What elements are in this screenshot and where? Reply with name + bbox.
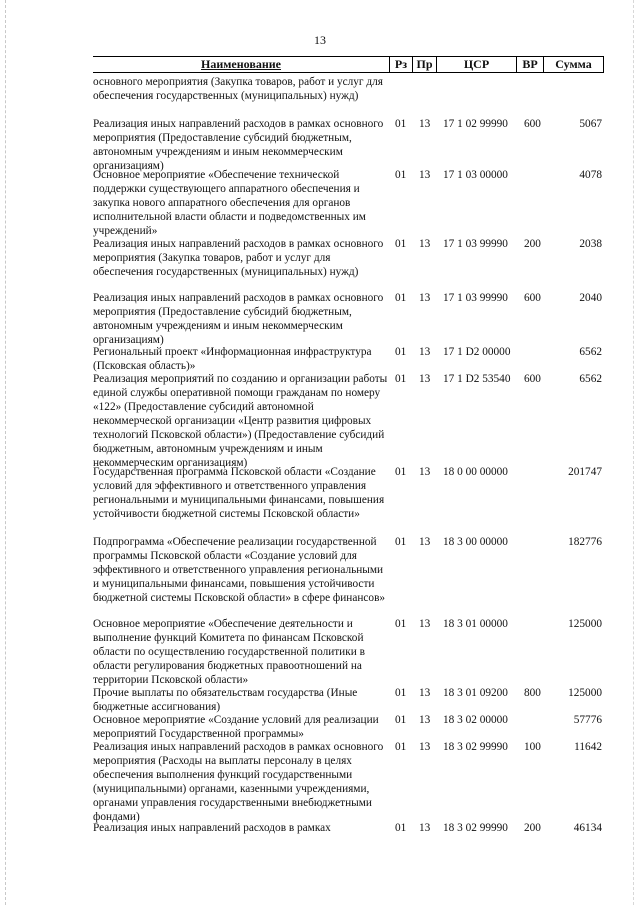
row-sum: 2038: [579, 238, 602, 250]
column-header-rz: Рз: [389, 57, 412, 72]
row-vr: 200: [524, 822, 541, 834]
row-name: Подпрограмма «Обеспечение реализации государственной программы Псковской области «Создание условий для эффективного и ответственного управления региональными и муниципальными финансами, повышения устойчивости бюджетной системы Псковской области» в сфере финансов»: [93, 536, 386, 604]
column-header-pr: Пр: [412, 57, 436, 72]
row-vr: 600: [524, 292, 541, 304]
row-sum: 46134: [573, 822, 602, 834]
row-csr: 18 3 00 00000: [443, 536, 508, 548]
row-rz: 01: [395, 118, 407, 130]
row-rz: 01: [395, 618, 407, 630]
row-name: Реализация иных направлений расходов в рамках основного мероприятия (Расходы на выплаты персоналу в целях обеспечения выполнения функций государственными (муниципальными) органами, казенными учреждениями, органами управления государственными внебюджетными фондами): [93, 741, 384, 823]
row-rz: 01: [395, 292, 407, 304]
row-sum: 57776: [573, 714, 602, 726]
row-pr: 13: [419, 687, 431, 699]
row-pr: 13: [419, 238, 431, 250]
row-name: Основное мероприятие «Обеспечение деятельности и выполнение функций Комитета по финансам Псковской области по осуществлению государственной политики в области регулирования бюджетных правоотношений на территории Псковской области»: [93, 618, 365, 686]
row-sum: 125000: [568, 687, 602, 699]
row-name: Реализация иных направлений расходов в рамках основного мероприятия (Предоставление субсидий бюджетным, автономным учреждениям и иным некоммерческим организациям): [93, 118, 384, 172]
column-header-name: Наименование: [201, 57, 281, 71]
row-rz: 01: [395, 346, 407, 358]
row-csr: 18 0 00 00000: [443, 466, 508, 478]
row-pr: 13: [419, 466, 431, 478]
column-header-vr: ВР: [516, 57, 543, 72]
row-rz: 01: [395, 741, 407, 753]
row-vr: 600: [524, 118, 541, 130]
row-pr: 13: [419, 373, 431, 385]
row-rz: 01: [395, 714, 407, 726]
page-number: 13: [314, 33, 326, 47]
row-csr: 17 1 D2 53540: [443, 373, 511, 385]
scan-left-edge: [5, 0, 7, 905]
row-name: основного мероприятия (Закупка товаров, работ и услуг для обеспечения государственных (муниципальных) нужд): [93, 76, 383, 102]
row-sum: 11642: [574, 741, 602, 753]
row-csr: 18 3 01 00000: [443, 618, 508, 630]
row-rz: 01: [395, 822, 407, 834]
row-sum: 125000: [568, 618, 602, 630]
row-vr: 800: [524, 687, 541, 699]
row-name: Региональный проект «Информационная инфраструктура (Псковская область)»: [93, 346, 372, 372]
row-csr: 18 3 02 99990: [443, 741, 508, 753]
row-pr: 13: [419, 714, 431, 726]
row-sum: 6562: [579, 346, 602, 358]
row-pr: 13: [419, 169, 431, 181]
row-sum: 182776: [568, 536, 602, 548]
row-name: Основное мероприятие «Обеспечение технической поддержки существующего аппаратного обеспечения и закупка нового аппаратного обеспечения для органов исполнительной власти области и подведомственных им учреждений»: [93, 169, 366, 237]
row-csr: 18 3 02 99990: [443, 822, 508, 834]
row-name: Прочие выплаты по обязательствам государства (Иные бюджетные ассигнования): [93, 687, 358, 713]
row-name: Государственная программа Псковской области «Создание условий для эффективного и ответственного управления региональными и муниципальными финансами, повышения устойчивости бюджетной системы Псковской области»: [93, 466, 385, 520]
row-vr: 600: [524, 373, 541, 385]
row-csr: 17 1 03 99990: [443, 292, 508, 304]
row-rz: 01: [395, 466, 407, 478]
row-rz: 01: [395, 687, 407, 699]
row-name: Реализация иных направлений расходов в рамках основного мероприятия (Закупка товаров, работ и услуг для обеспечения государственных (муниципальных) нужд): [93, 238, 384, 278]
row-sum: 5067: [579, 118, 602, 130]
row-pr: 13: [419, 292, 431, 304]
row-name: Реализация иных направлений расходов в рамках основного мероприятия (Предоставление субсидий бюджетным, автономным учреждениям и иным некоммерческим организациям): [93, 292, 384, 346]
row-csr: 18 3 02 00000: [443, 714, 508, 726]
row-sum: 6562: [579, 373, 602, 385]
row-name: Реализация мероприятий по созданию и организации работы единой службы оперативной помощи гражданам по номеру «122» (Предоставление субсидий автономной некоммерческой организации «Центр развития цифровых технологий Псковской области») (Предоставление субсидий бюджетным, автономным учреждениям и иным некоммерческим организациям): [93, 373, 388, 469]
row-vr: 200: [524, 238, 541, 250]
row-csr: 17 1 03 00000: [443, 169, 508, 181]
row-csr: 18 3 01 09200: [443, 687, 508, 699]
row-sum: 201747: [568, 466, 602, 478]
row-name: Реализация иных направлений расходов в рамках: [93, 822, 331, 834]
row-rz: 01: [395, 238, 407, 250]
row-csr: 17 1 02 99990: [443, 118, 508, 130]
row-name: Основное мероприятие «Создание условий для реализации мероприятий Государственной программы»: [93, 714, 379, 740]
row-rz: 01: [395, 536, 407, 548]
row-rz: 01: [395, 373, 407, 385]
column-header-sum: Сумма: [543, 57, 604, 72]
row-pr: 13: [419, 536, 431, 548]
row-pr: 13: [419, 741, 431, 753]
row-pr: 13: [419, 618, 431, 630]
row-sum: 2040: [579, 292, 602, 304]
row-sum: 4078: [579, 169, 602, 181]
row-rz: 01: [395, 169, 407, 181]
row-pr: 13: [419, 346, 431, 358]
row-pr: 13: [419, 822, 431, 834]
row-pr: 13: [419, 118, 431, 130]
row-csr: 17 1 D2 00000: [443, 346, 511, 358]
row-vr: 100: [524, 741, 541, 753]
column-header-csr: ЦСР: [436, 57, 516, 72]
scan-right-edge: [633, 0, 635, 905]
table-header: [93, 56, 604, 73]
row-csr: 17 1 03 99990: [443, 238, 508, 250]
